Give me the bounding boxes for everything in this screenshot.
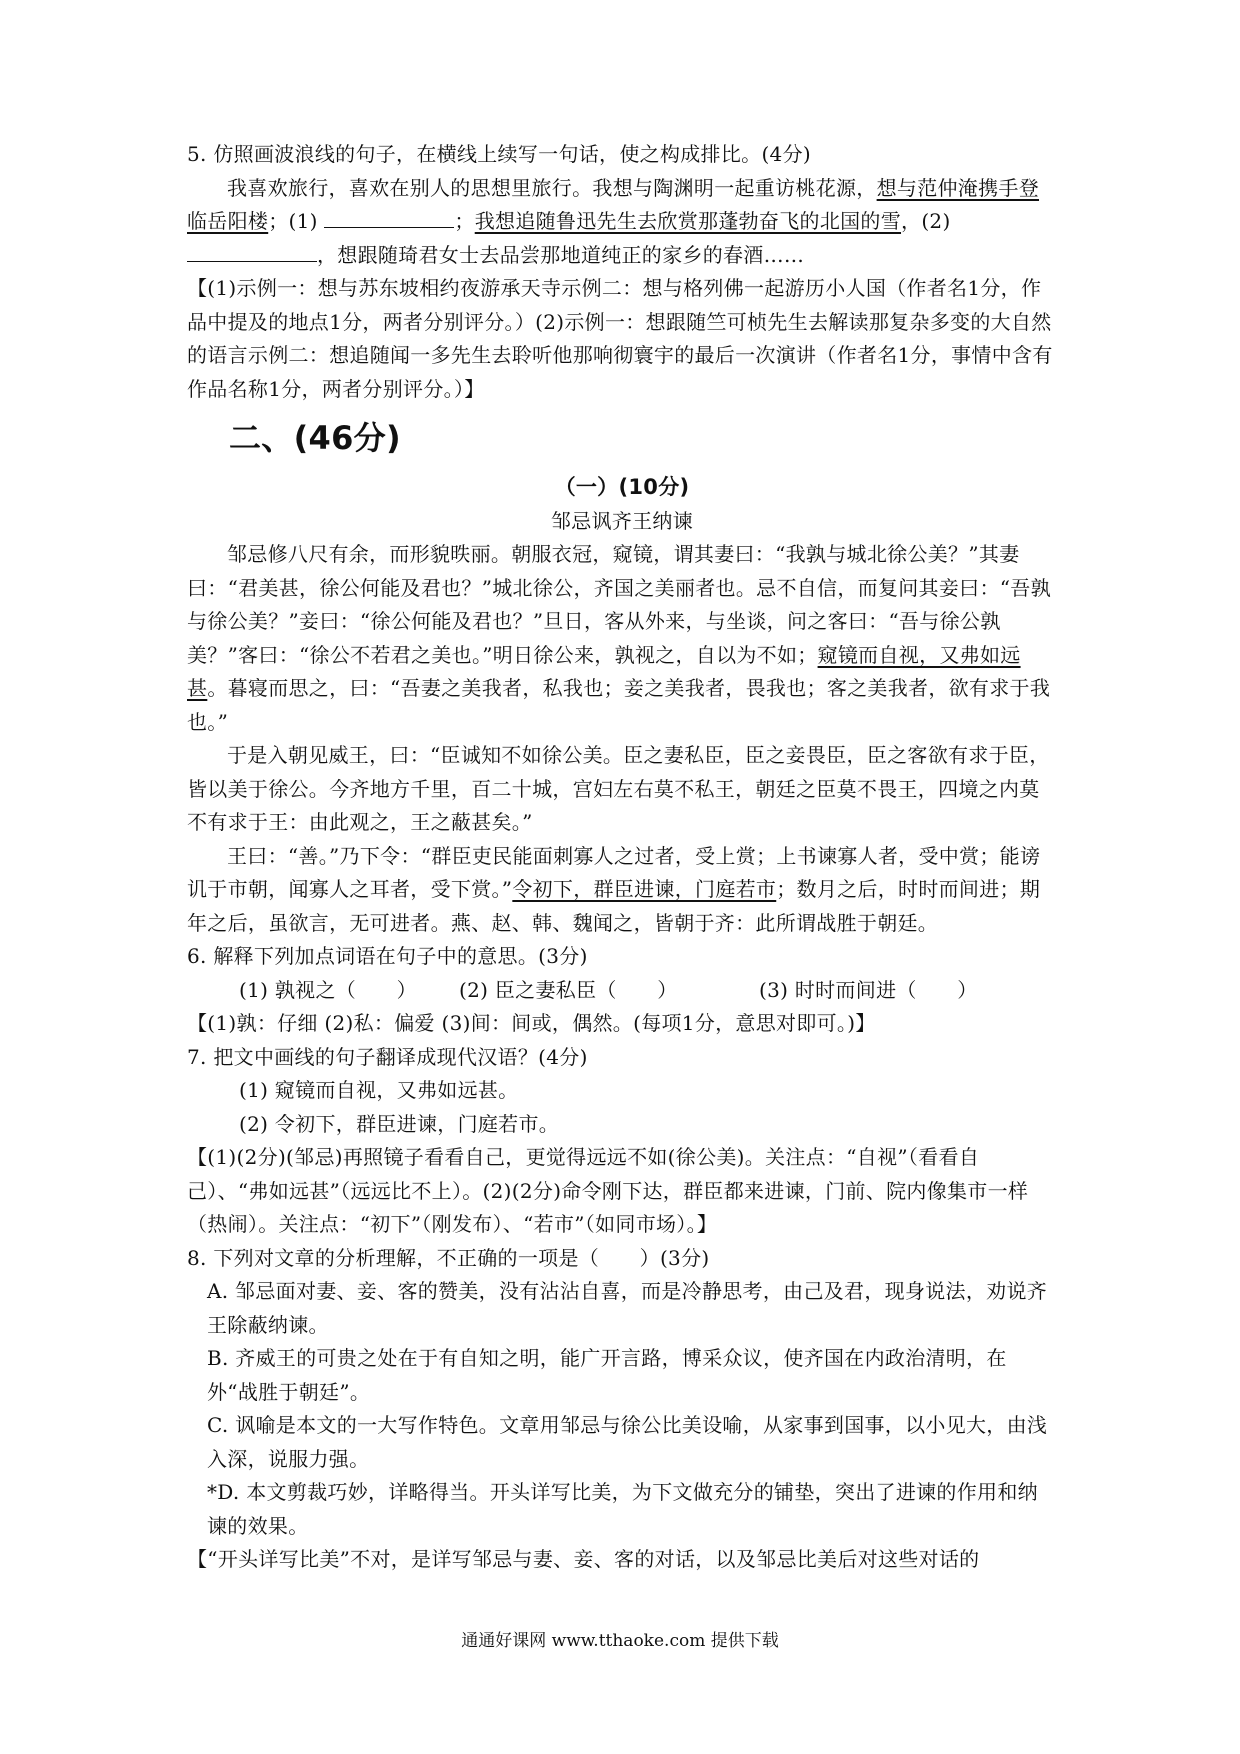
question-8-answer: 【“开头详写比美”不对，是详写邹忌与妻、妾、客的对话，以及邹忌比美后对这些对话的 <box>187 1547 980 1571</box>
article-p1-text-a: 邹忌修八尺有余，而形貌昳丽。朝服衣冠，窥镜，谓其妻曰：“我孰与城北徐公美？”其妻曰：“君美甚，徐公何能及君也？”城北徐公，齐国之美丽者也。忌不自信，而复问其妾曰：“吾孰与徐公美？”妾曰：“徐公何能及君也？”旦日，客从外来，与坐谈，问之客曰：“吾与徐公孰美？”客曰：“徐公不若君之美也。”明日徐公来，孰视之，自以为不如； <box>187 542 1051 667</box>
article-underlined-sentence-2: 令初下，群臣进谏，门庭若市 <box>512 877 777 901</box>
q8-option-a: A. 邹忌面对妻、妾、客的赞美，没有沾沾自喜，而是冷静思考，由己及君，现身说法，劝说齐王除蔽纳谏。 <box>207 1279 1048 1337</box>
q7-sentence-2: (2) 令初下，群臣进谏，门庭若市。 <box>239 1111 560 1136</box>
article-paragraph-3 <box>187 840 1057 941</box>
article-p1-text-b: 。暮寝而思之，曰：“吾妻之美我者，私我也；妾之美我者，畏我也；客之美我者，欲有求于我也。” <box>187 676 1051 734</box>
q5-text-end: ，想跟随琦君女士去品尝那地道纯正的家乡的春酒…… <box>317 242 805 267</box>
q5-wavy-sentence-2: 我想追随鲁迅先生去欣赏那蓬勃奋飞的北国的雪 <box>474 209 902 233</box>
question-7-stem: 7. 把文中画线的句子翻译成现代汉语？(4分) <box>187 1044 588 1069</box>
question-6-answer: 【(1)孰：仔细 (2)私：偏爱 (3)间：间或，偶然。(每项1分，意思对即可。)】 <box>187 1011 876 1035</box>
question-7-answer: 【(1)(2分)(邹忌)再照镜子看看自己，更觉得远远不如(徐公美)。关注点：“自视”（看看自己）、“弗如远甚”（远远比不上）。(2)(2分)命令刚下达，群臣都来进谏，门前、院内像集市一样（热闹）。关注点：“初下”（刚发布）、“若市”（如同市场）。】 <box>187 1145 1029 1236</box>
article-underlined-sentence-1: 窥镜而自视，又弗如远甚 <box>187 642 1021 700</box>
question-8-stem: 8. 下列对文章的分析理解，不正确的一项是（ ）(3分) <box>187 1245 710 1270</box>
q6-item-1: (1) 孰视之（ ） <box>239 977 417 1002</box>
question-5-passage <box>187 172 1057 273</box>
q5-separator: ； <box>454 209 475 233</box>
q7-sentence-1: (1) 窥镜而自视，又弗如远甚。 <box>239 1078 519 1102</box>
article-p3-text-a: 王曰：“善。”乃下令：“群臣吏民能面刺寡人之过者，受上赏；上书谏寡人者，受中赏；能谤讥于市朝，闻寡人之耳者，受下赏。” <box>187 843 1041 901</box>
section-title: 二、(46分) <box>229 419 401 457</box>
q5-blank-label-1: ；(1) <box>268 209 318 233</box>
q5-text-start: 我喜欢旅行，喜欢在别人的思想里旅行。我想与陶渊明一起重访桃花源， <box>227 175 877 200</box>
q5-wavy-sentence-1: 想与范仲淹携手登临岳阳楼 <box>187 175 1040 233</box>
document-page <box>187 138 1057 1577</box>
question-6-stem: 6. 解释下列加点词语在句子中的意思。(3分) <box>187 944 588 968</box>
q6-item-3: (3) 时时而间进（ ） <box>759 977 978 1002</box>
q8-option-d: *D. 本文剪裁巧妙，详略得当。开头详写比美，为下文做充分的铺垫，突出了进谏的作用和纳谏的效果。 <box>207 1480 1038 1538</box>
q8-option-c: C. 讽喻是本文的一大写作特色。文章用邹忌与徐公比美设喻，从家事到国事，以小见大，由浅入深，说服力强。 <box>207 1413 1048 1471</box>
question-6-items <box>187 974 1057 1008</box>
question-5-stem: 5. 仿照画波浪线的句子，在横线上续写一句话，使之构成排比。(4分) <box>187 142 811 166</box>
article-p3-text-b: ；数月之后，时时而间进；期年之后，虽欲言，无可进者。燕、赵、韩、魏闻之，皆朝于齐：此所谓战胜于朝廷。 <box>187 877 1041 935</box>
q8-option-b: B. 齐威王的可贵之处在于有自知之明，能广开言路，博采众议，使齐国在内政治清明，在外“战胜于朝廷”。 <box>207 1346 1007 1404</box>
q5-blank-2 <box>187 241 317 262</box>
q6-item-2: (2) 臣之妻私臣（ ） <box>459 977 678 1002</box>
question-5-answer: 【(1)示例一：想与苏东坡相约夜游承天寺示例二：想与格列佛一起游历小人国（作者名1分，作品中提及的地点1分，两者分别评分。）(2)示例一：想跟随竺可桢先生去解读那复杂多变的大自然的语言示例二：想追随闻一多先生去聆听他那响彻寰宇的最后一次演讲（作者名1分，事情中含有作品名称1分，两者分别评分。）】 <box>187 276 1053 401</box>
subsection-title: （一）(10分) <box>554 475 690 499</box>
q5-blank-label-2: ，(2) <box>901 209 951 233</box>
page-footer: 通通好课网 www.tthaoke.com 提供下载 <box>461 1631 779 1651</box>
article-paragraph-1 <box>187 538 1057 739</box>
article-paragraph-2: 于是入朝见威王，曰：“臣诚知不如徐公美。臣之妻私臣，臣之妾畏臣，臣之客欲有求于臣，皆以美于徐公。今齐地方千里，百二十城，宫妇左右莫不私王，朝廷之臣莫不畏王，四境之内莫不有求于王：由此观之，王之蔽甚矣。” <box>187 743 1050 834</box>
q5-blank-1 <box>324 207 454 228</box>
article-title: 邹忌讽齐王纳谏 <box>550 509 694 533</box>
